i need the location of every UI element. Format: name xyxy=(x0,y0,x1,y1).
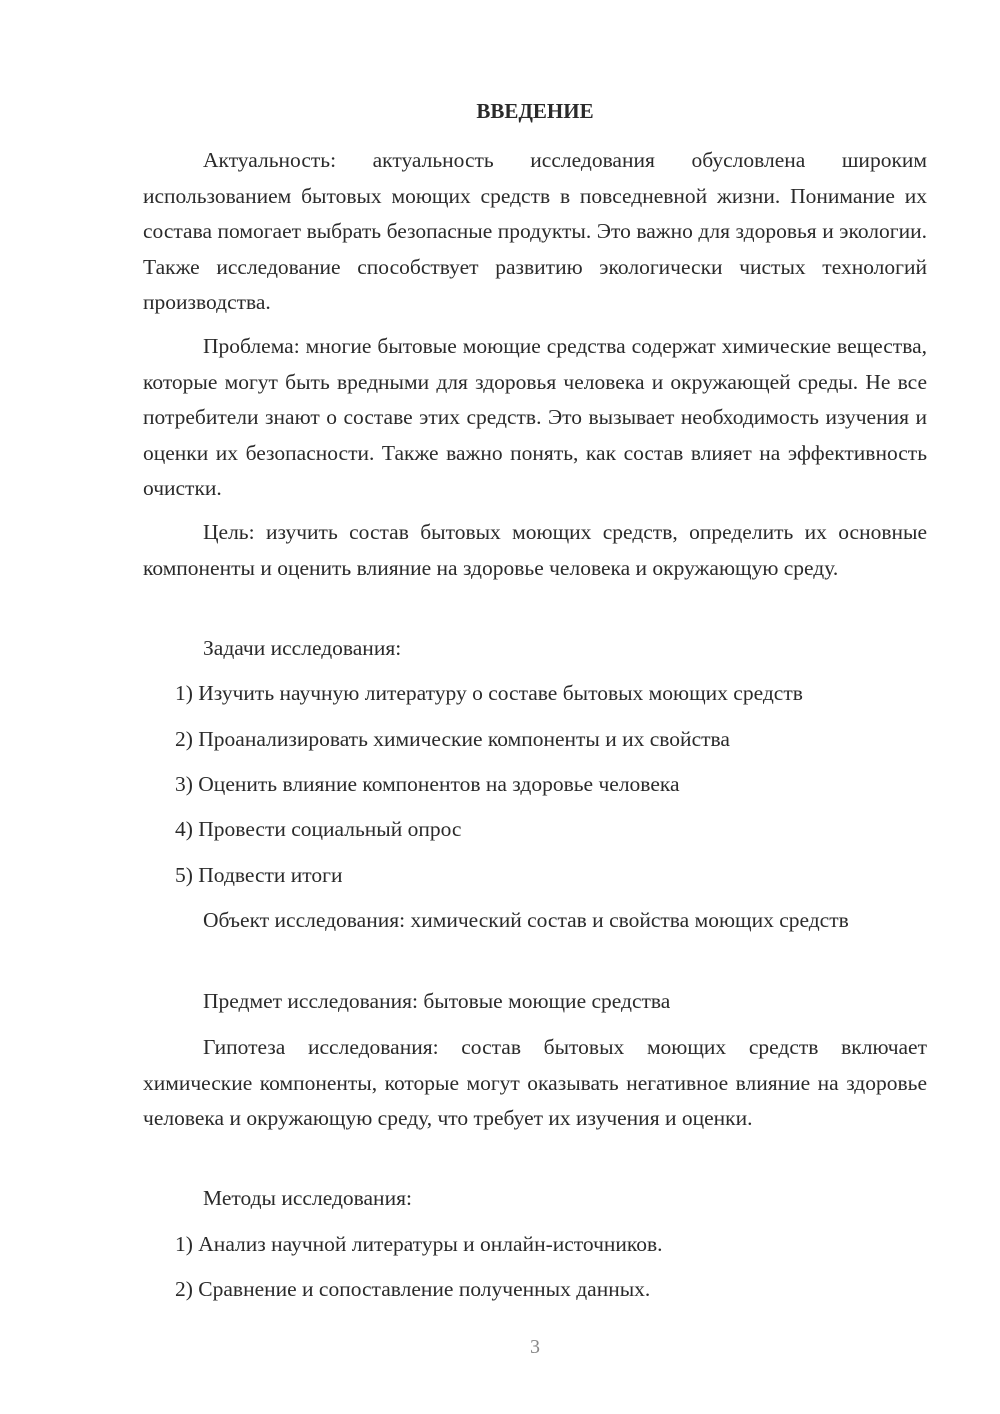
methods-heading: Методы исследования: xyxy=(203,1186,412,1210)
task-item-3: 3) Оценить влияние компонентов на здоровье человека xyxy=(175,772,680,796)
task-item-5: 5) Подвести итоги xyxy=(175,863,343,887)
task-item-4: 4) Провести социальный опрос xyxy=(175,817,462,841)
task-item-2: 2) Проанализировать химические компоненты и их свойства xyxy=(175,727,730,751)
problem-paragraph: Проблема: многие бытовые моющие средства содержат химические вещества, которые могут быть вредными для здоровья человека и окружающей среды. Не все потребители знают о составе этих средств. Это вызывает необходимость изучения и оценки их безопасности. Также важно понять, как состав влияет на эффективность очистки. xyxy=(143,334,927,500)
goal-paragraph: Цель: изучить состав бытовых моющих средств, определить их основные компоненты и оценить влияние на здоровье человека и окружающую среду. xyxy=(143,520,927,580)
task-item-1: 1) Изучить научную литературу о составе бытовых моющих средств xyxy=(175,681,803,705)
page-number: 3 xyxy=(530,1336,540,1358)
hypothesis-paragraph: Гипотеза исследования: состав бытовых моющих средств включает химические компоненты, которые могут оказывать негативное влияние на здоровье человека и окружающую среду, что требует их изучения и оценки. xyxy=(143,1035,927,1130)
tasks-heading: Задачи исследования: xyxy=(203,636,402,660)
object-paragraph: Объект исследования: химический состав и свойства моющих средств xyxy=(203,908,849,932)
relevance-paragraph: Актуальность: актуальность исследования обусловлена широким использованием бытовых моющих средств в повседневной жизни. Понимание их состава помогает выбрать безопасные продукты. Это важно для здоровья и экологии. Также исследование способствует развитию экологически чистых технологий производства. xyxy=(143,148,927,314)
method-item-1: 1) Анализ научной литературы и онлайн-источников. xyxy=(175,1232,663,1256)
method-item-2: 2) Сравнение и сопоставление полученных данных. xyxy=(175,1277,651,1301)
document-title: ВВЕДЕНИЕ xyxy=(476,99,594,123)
subject-paragraph: Предмет исследования: бытовые моющие средства xyxy=(203,989,671,1013)
